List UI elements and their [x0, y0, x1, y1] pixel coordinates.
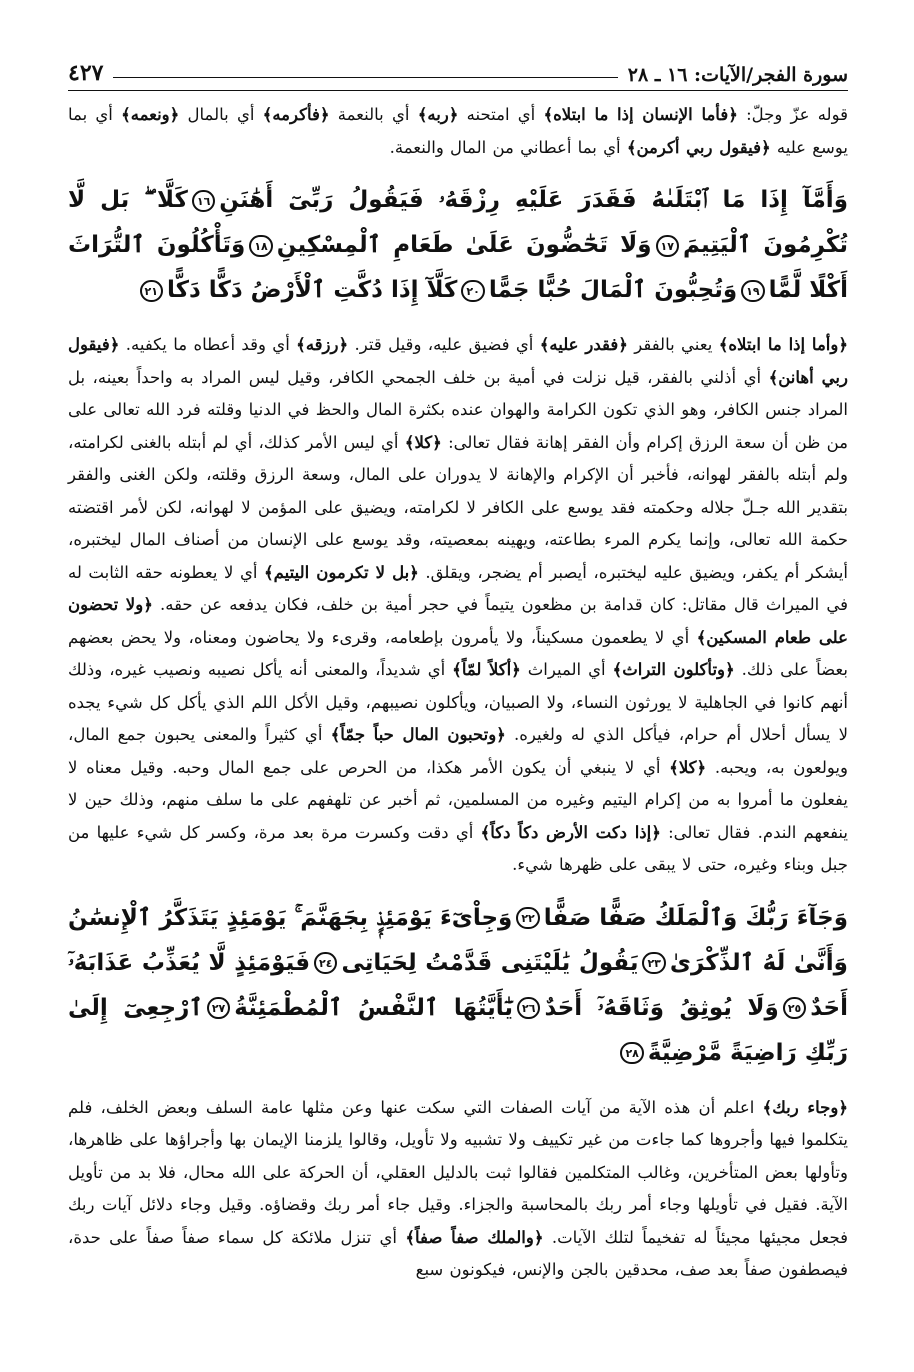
- verse-text: فَيَوْمَئِذٍ لَّا يُعَذِّبُ عَذَابَهُۥٓ أَحَدٌ: [68, 949, 848, 1021]
- quote-text: ﴿كلا﴾: [669, 757, 707, 777]
- running-title: سورة الفجر/الآيات: ١٦ ـ ٢٨: [627, 64, 848, 86]
- verse-text: وَلَا يُوثِقُ وَثَاقَهُۥٓ أَحَدٌ: [544, 994, 779, 1021]
- verse-number-badge: ٢٦: [517, 997, 540, 1019]
- commentary-text: أي ليس الأمر كذلك، أي لم أبتله بالغنى لكرامته، ولم أبتله بالفقر لهوانه، فأخبر أن الإكرام والإهانة لا يدوران على المال، وسعة الرزق وقلته، ولكن الغنى والفقر بتقدير الله جـلّ جلاله وحكمته فقد يوسع على الكافر لا لكرامته، ويضيق على المؤمن لا لهوانه، لكن لأمر اقتضته حكمة الله تعالى، وإنما يكرم المرء بطاعته، ويهينه بمعصيته، وقد يوسع على الإنسان من أصناف المال ليختبره، أيشكر أم يكفر، ويضيق عليه ليختبره، أيصبر أم يضجر، ويقلق.: [68, 432, 849, 582]
- commentary-text: أي أذلني بالفقر، قيل نزلت في أمية بن خلف الجمحي الكافر، وقيل ليس المراد به واحداً بعينه، بل المراد جنس الكافر، وهو الذي تكون الكرامة والهوان عنده بكثرة المال والحظ في الدنيا وقلته فرد الله تعالى على من ظن أن سعة الرزق إكرام وأن الفقر إهانة فقال تعالى:: [68, 367, 848, 452]
- verse-number-badge: ٢٣: [642, 952, 665, 974]
- verse-text: كَلَّآ إِذَا دُكَّتِ ٱلْأَرْضُ دَكًّا دَكًّا: [166, 277, 458, 303]
- intro-text: أي بالمال: [179, 105, 263, 124]
- commentary-text: أي لا يطعمون مسكيناً، ولا يأمرون بإطعامه، وقرىء ولا يحاضون ومعناه، ولا يحض بعضهم بعضاً على ذلك.: [68, 627, 848, 679]
- verse-number-badge: ٢٠: [461, 280, 484, 302]
- verse-text: وَجَآءَ رَبُّكَ وَٱلْمَلَكُ صَفًّا صَفًّا: [543, 904, 848, 931]
- tafsir-paragraph-2: [68, 1092, 848, 1287]
- verse-number-badge: ١٦: [192, 190, 215, 212]
- quote-text: ﴿والملك صفاً صفاً﴾: [405, 1227, 544, 1247]
- verse-number-badge: ٢٤: [314, 952, 337, 974]
- quran-verses-block-1: [68, 178, 848, 313]
- verse-text: يَقُولُ يَٰلَيْتَنِى قَدَّمْتُ لِحَيَاتِى: [341, 949, 639, 976]
- verse-text: وَأَمَّآ إِذَا مَا ٱبْتَلَىٰهُ فَقَدَرَ عَلَيْهِ رِزْقَهُۥ فَيَقُولُ رَبِّىٓ أَهَٰنَنِ: [219, 187, 848, 213]
- page-header: [68, 52, 848, 91]
- quote-text: ﴿بل لا تكرمون اليتيم﴾: [264, 562, 419, 582]
- verse-text: يَٰٓأَيَّتُهَا ٱلنَّفْسُ ٱلْمُطْمَئِنَّةُ: [234, 994, 513, 1021]
- quran-verses-block-2: [68, 896, 848, 1076]
- quote-text: ﴿وأما إذا ما ابتلاه﴾: [718, 335, 849, 354]
- book-page: [68, 52, 848, 1352]
- commentary-text: اعلم أن هذه الآية من آيات الصفات التي سكت عنها وعن مثلها عامة السلف وبعض الخلف، فلم يتكلموا فيها وأجروها كما جاءت من غير تكييف ولا تشبيه ولا تأويل، وقالوا يلزمنا الإيمان بها وأجراؤها على ظاهرها، وتأولها بعض المتأخرين، وغالب المتكلمين فقالوا ثبت بالدليل العقلي، أن الحركة على الله محال، فلا بد من تأويل الآية. فقيل في تأويلها وجاء أمر ربك بالمحاسبة والجزاء. وقيل جاء أمر ربك وقضاؤه. وقيل وجاء دلائل آيات ربك فجعل مجيئها مجيئاً له تفخيماً لتلك الآيات.: [68, 1097, 848, 1247]
- commentary-text: أي فضيق عليه، وقيل قتر.: [348, 335, 540, 354]
- commentary-text: أي الميراث: [520, 660, 613, 679]
- verse-text: وَتُحِبُّونَ ٱلْمَالَ حُبًّا جَمًّا: [488, 277, 738, 303]
- intro-text: أي بما يوسع عليه: [68, 105, 848, 157]
- quote-text: ﴿فيقول ربي أكرمن﴾: [626, 137, 771, 157]
- verse-number-badge: ٢٥: [783, 997, 806, 1019]
- quote-text: ﴿وتحبون المال حباً جمّاً﴾: [330, 725, 506, 744]
- commentary-text: أي شديداً، والمعنى أنه يأكل نصيبه ونصيب غيره، وذلك أنهم كانوا في الجاهلية لا يورثون النساء، ولا الصبيان، ويأكلون نصيبهم، وقيل الأكل اللم الذي يأكل كل شيء يجده لا يسأل أحلال أم حرام، فيأكل الذي له ولغيره.: [68, 660, 848, 744]
- commentary-text: يعني بالفقر: [627, 335, 719, 354]
- verse-number-badge: ١٧: [656, 235, 679, 257]
- quote-text: ﴿وتأكلون التراث﴾: [612, 660, 735, 679]
- commentary-text: أي لا ينبغي أن يكون الأمر هكذا، من الحرص على جمع المال وحبه. وقيل معناه لا يفعلون ما أمروا به من إكرام اليتيم وغيره من المسلمين، ثم أخبر عن تلهفهم على ما سلف منهم، وذلك حين لا ينفعهم الندم. فقال تعالى:: [68, 757, 848, 842]
- quote-text: ﴿رزقه﴾: [296, 335, 349, 354]
- page-number: ٤٢٧: [68, 60, 104, 86]
- intro-text: أي بالنعمة: [329, 105, 418, 124]
- quote-text: ﴿وجاء ربك﴾: [762, 1097, 849, 1117]
- intro-text: قوله عزّ وجلّ:: [737, 105, 848, 124]
- quote-text: ﴿إذا دكت الأرض دكاً دكاً﴾: [480, 822, 661, 842]
- quote-text: ﴿أكلاً لمّاً﴾: [452, 660, 521, 679]
- intro-text: أي بما أعطاني من المال والنعمة.: [389, 137, 627, 157]
- quote-text: ﴿ولا تحضون على طعام المسكين﴾: [68, 595, 848, 647]
- verse-text: كَلَّا ۖ بَل لَّا تُكْرِمُونَ ٱلْيَتِيمَ: [68, 187, 848, 258]
- commentary-text: أي لا يعطونه حقه الثابت له في الميراث قال مقاتل: كان قدامة بن مظعون يتيماً في حجر أمية بن خلف، فكان يدفعه عن حقه.: [68, 562, 848, 614]
- commentary-text: أي وقد أعطاه ما يكفيه.: [119, 335, 297, 354]
- quote-text: ﴿ربه﴾: [417, 105, 459, 124]
- intro-paragraph: [68, 99, 848, 164]
- commentary-text: أي تنزل ملائكة كل سماء صفاً صفاً على حدة، فيصطفون صفاً بعد صف، محدقين بالجن والإنس، فيكونون سبع: [68, 1227, 848, 1279]
- verse-number-badge: ٢٢: [516, 907, 539, 929]
- quote-text: ﴿فيقول ربي أهانن﴾: [68, 335, 848, 387]
- verse-text: وَتَأْكُلُونَ ٱلتُّرَاثَ أَكْلًا لَّمًّا: [68, 232, 848, 303]
- intro-text: أي امتحنه: [458, 105, 544, 124]
- quote-text: ﴿فأكرمه﴾: [262, 105, 330, 124]
- verse-number-badge: ١٨: [249, 235, 272, 257]
- verse-number-badge: ٢٧: [207, 997, 230, 1019]
- commentary-text: أي دقت وكسرت مرة بعد مرة، وكسر كل شيء عليها من جبل وبناء وغيره، حتى لا يبقى على ظهرها شيء.: [68, 822, 848, 874]
- verse-number-badge: ٢٨: [620, 1042, 643, 1064]
- tafsir-paragraph-1: [68, 329, 848, 882]
- commentary-text: أي كثيراً والمعنى يحبون جمع المال، ويولعون به، ويحبه.: [68, 725, 848, 777]
- quote-text: ﴿ونعمه﴾: [121, 105, 180, 124]
- verse-text: وَلَا تَحَٰٓضُّونَ عَلَىٰ طَعَامِ ٱلْمِسْكِينِ: [276, 232, 652, 258]
- quote-text: ﴿فأما الإنسان إذا ما ابتلاه﴾: [543, 105, 738, 124]
- verse-number-badge: ١٩: [741, 280, 764, 302]
- quote-text: ﴿كلا﴾: [404, 432, 442, 452]
- header-rule: [113, 77, 617, 78]
- verse-number-badge: ٢١: [140, 280, 163, 302]
- verse-text: ٱرْجِعِىٓ إِلَىٰ رَبِّكِ رَاضِيَةً مَّرْضِيَّةً: [68, 994, 848, 1066]
- quote-text: ﴿فقدر عليه﴾: [539, 335, 628, 354]
- verse-text: وَجِاْىٓءَ يَوْمَئِذٍۭ بِجَهَنَّمَ ۚ يَوْمَئِذٍ يَتَذَكَّرُ ٱلْإِنسَٰنُ وَأَنَّىٰ لَهُ ٱلذِّكْرَىٰ: [68, 904, 848, 976]
